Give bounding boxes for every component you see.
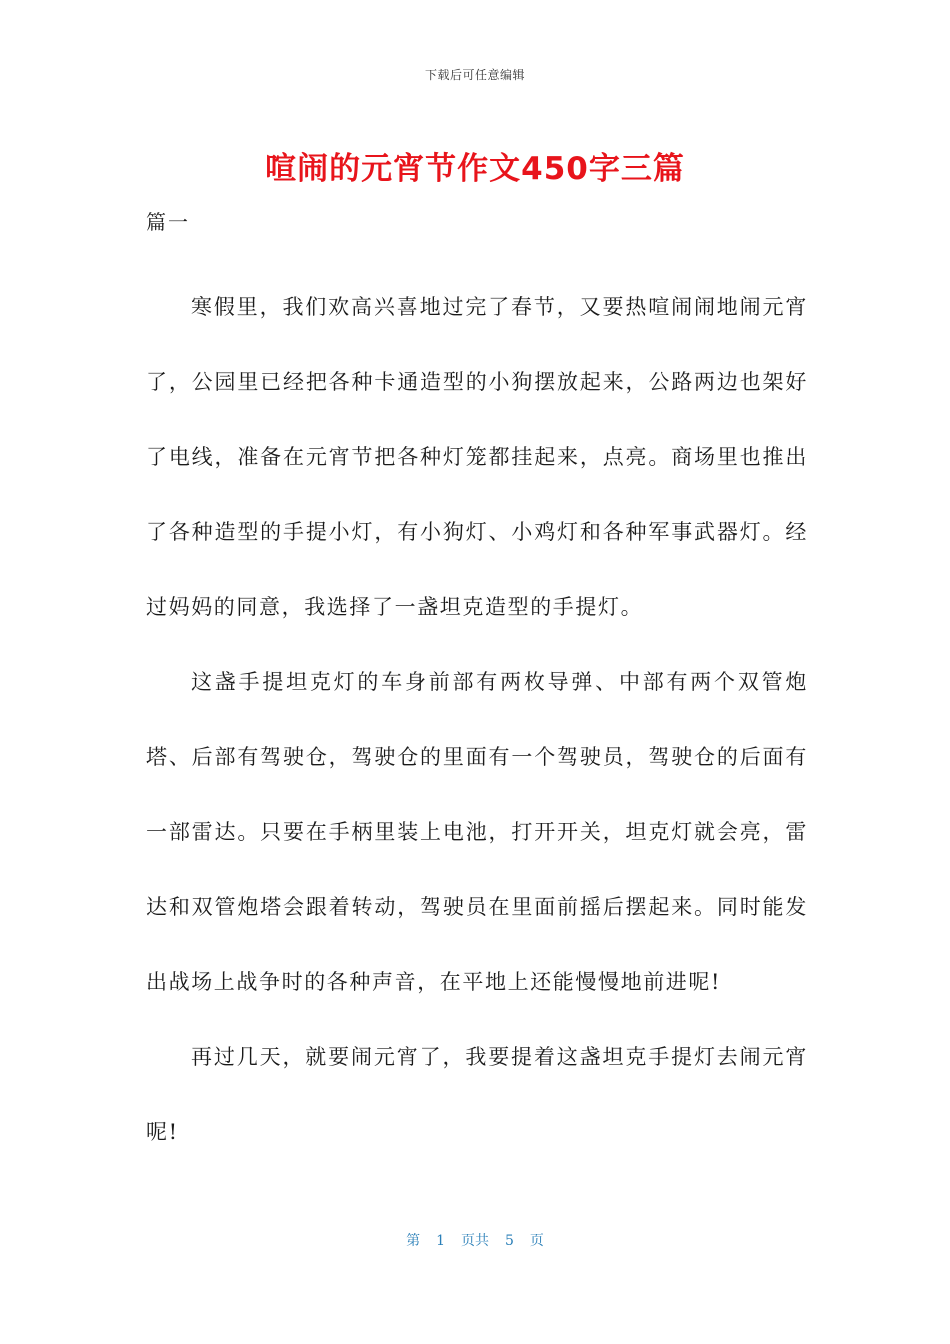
footer-page-number: 1 <box>436 1233 445 1249</box>
footer-page-middle: 页共 <box>461 1233 489 1249</box>
footer-page-suffix: 页 <box>529 1233 544 1249</box>
footer-page-total: 5 <box>505 1233 514 1249</box>
page-footer <box>0 1230 950 1250</box>
document-title: 喧闹的元宵节作文450字三篇 <box>265 151 685 187</box>
document-body <box>146 270 808 1170</box>
paragraph-3: 再过几天，就要闹元宵了，我要提着这盏坦克手提灯去闹元宵呢! <box>146 1045 808 1144</box>
header-note: 下载后可任意编辑 <box>424 68 525 82</box>
paragraph-2: 这盏手提坦克灯的车身前部有两枚导弹、中部有两个双管炮塔、后部有驾驶仓，驾驶仓的里面有一个驾驶员，驾驶仓的后面有一部雷达。只要在手柄里装上电池，打开开关，坦克灯就会亮，雷达和双管炮塔会跟着转动，驾驶员在里面前摇后摆起来。同时能发出战场上战争时的各种声音，在平地上还能慢慢地前进呢! <box>146 670 808 994</box>
paragraph-1: 寒假里，我们欢高兴喜地过完了春节，又要热喧闹闹地闹元宵了，公园里已经把各种卡通造型的小狗摆放起来，公路两边也架好了电线，准备在元宵节把各种灯笼都挂起来，点亮。商场里也推出了各种造型的手提小灯，有小狗灯、小鸡灯和各种军事武器灯。经过妈妈的同意，我选择了一盏坦克造型的手提灯。 <box>146 295 808 619</box>
section-label: 篇一 <box>146 210 190 234</box>
footer-page-prefix: 第 <box>406 1233 421 1249</box>
